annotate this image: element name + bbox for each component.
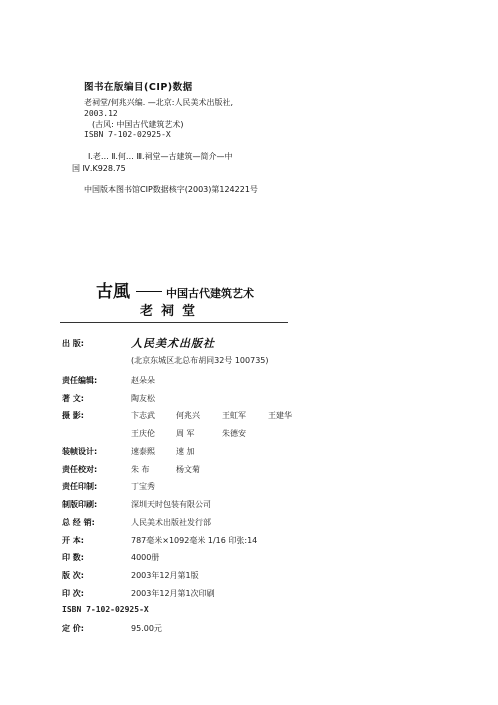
impression-label: 印 次: [62,589,84,598]
cip-line-4: ISBN 7-102-02925-X [84,130,171,139]
photographer: 王虹军 [222,411,246,420]
edition-label: 版 次: [62,571,84,580]
distributor-value: 人民美术出版社发行部 [131,518,211,527]
print-count-value: 4000册 [131,553,160,562]
isbn: ISBN 7-102-02925-X [62,605,149,614]
text-author-label: 著 文: [62,394,84,403]
cip-line-3: (古风: 中国古代建筑艺术) [92,120,184,129]
cip-heading: 图书在版编目(CIP)数据 [84,82,193,93]
print-count-label: 印 数: [62,553,84,562]
designer: 速 加 [176,447,195,456]
plate-print-label: 制版印刷: [62,500,98,509]
title-dash [136,291,162,292]
editor-label: 责任编辑: [62,376,98,385]
editor-value: 赵朵朵 [131,376,155,385]
format-label: 开 本: [62,536,84,545]
cip-data-number: 中国版本图书馆CIP数据核字(2003)第124221号 [84,185,258,194]
proofread-label: 责任校对: [62,465,98,474]
cip-line-1: 老祠堂/何兆兴编. —北京:人民美术出版社, [84,98,234,107]
cip-line-6: 国 Ⅳ.K928.75 [72,164,126,173]
designer: 速泰熙 [131,447,155,456]
photographer: 王建华 [268,411,292,420]
text-author-value: 陶友松 [131,394,155,403]
photographer: 王庆伦 [131,429,155,438]
price-label: 定 价: [62,624,84,633]
proofreader: 杨文菊 [176,465,200,474]
print-resp-label: 责任印制: [62,482,98,491]
publisher-logo-text: 人民美术出版社 [131,337,215,350]
book-title: 老祠堂 [140,304,204,319]
print-resp-value: 丁宝秀 [131,482,155,491]
series-name: 古風 [96,282,130,302]
photographer: 卞志武 [131,411,155,420]
proofreader: 朱 布 [131,465,150,474]
publisher-address: (北京东城区北总布胡同32号 100735) [131,356,269,365]
series-subtitle: 中国古代建筑艺术 [166,287,254,300]
cip-line-5: Ⅰ.老… Ⅱ.何… Ⅲ.祠堂—古建筑—简介—中 [88,152,233,161]
design-label: 装帧设计: [62,447,98,456]
photographer: 周 军 [176,429,195,438]
series-title [96,277,254,302]
distributor-label: 总 经 销: [62,518,95,527]
title-divider [60,322,288,323]
impression-value: 2003年12月第1次印刷 [131,589,215,598]
photographer: 何兆兴 [176,411,200,420]
publisher-label: 出 版: [62,339,84,348]
photo-label: 摄 影: [62,411,84,420]
plate-print-value: 深圳天时包装有限公司 [131,500,211,509]
format-value: 787毫米×1092毫米 1/16 印张:14 [131,536,258,545]
edition-value: 2003年12月第1版 [131,571,199,580]
photographer: 朱德安 [222,429,246,438]
price-value: 95.00元 [131,624,162,633]
cip-line-2: 2003.12 [84,109,118,118]
